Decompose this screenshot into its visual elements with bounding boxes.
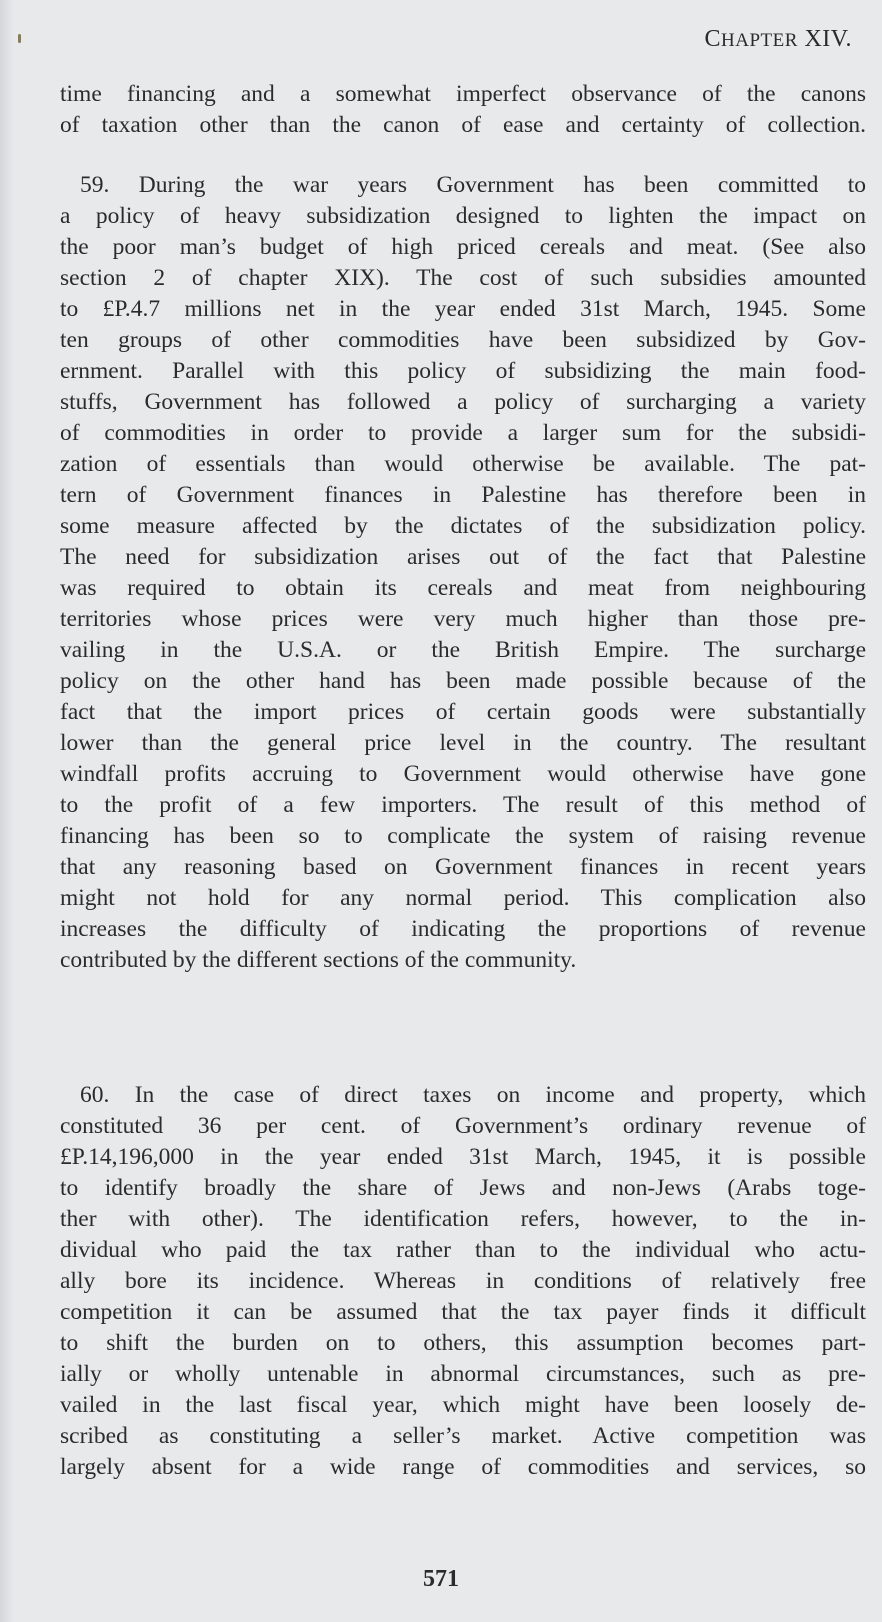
text-line: financing has been so to complicate the system of raising revenue [60,823,866,849]
text-line: to shift the burden on to others, this assumption becomes part- [60,1330,866,1356]
text-line: ally bore its incidence. Whereas in conditions of relatively free [60,1268,866,1294]
ink-mark [18,34,21,43]
text-line: The need for subsidization arises out of the fact that Palestine [60,544,866,570]
paragraph-59 [60,170,866,976]
text-line: was required to obtain its cereals and meat from neighbouring [60,575,866,601]
text-line: vailing in the U.S.A. or the British Empire. The surcharge [60,637,866,663]
scan-edge-shadow [0,0,14,1622]
text-line: to £P.4.7 millions net in the year ended 31st March, 1945. Some [60,296,866,322]
text-line: ernment. Parallel with this policy of subsidizing the main food- [60,358,866,384]
text-line: some measure affected by the dictates of the subsidization policy. [60,513,866,539]
text-line: increases the difficulty of indicating the proportions of revenue [60,916,866,942]
text-line: territories whose prices were very much higher than those pre- [60,606,866,632]
text-line: the poor man’s budget of high priced cereals and meat. (See also [60,234,866,260]
text-line: to identify broadly the share of Jews and non-Jews (Arabs toge- [60,1175,866,1201]
text-line: scribed as constituting a seller’s market. Active competition was [60,1423,866,1449]
text-line: contributed by the different sections of the community. [60,947,577,973]
text-line: fact that the import prices of certain goods were substantially [60,699,866,725]
text-line: stuffs, Government has followed a policy of surcharging a variety [60,389,866,415]
text-line: might not hold for any normal period. This complication also [60,885,866,911]
paragraph-continued [60,79,866,141]
text-line: ther with other). The identification refers, however, to the in- [60,1206,866,1232]
text-line: 60. In the case of direct taxes on income and property, which [80,1082,866,1108]
text-line: vailed in the last fiscal year, which might have been loosely de- [60,1392,866,1418]
text-line: that any reasoning based on Government finances in recent years [60,854,866,880]
text-line: £P.14,196,000 in the year ended 31st March, 1945, it is possible [60,1144,866,1170]
text-line: zation of essentials than would otherwise be available. The pat- [60,451,866,477]
text-line: lower than the general price level in the country. The resultant [60,730,866,756]
text-line: windfall profits accruing to Government would otherwise have gone [60,761,866,787]
text-line: time financing and a somewhat imperfect observance of the canons [60,81,866,107]
text-line: dividual who paid the tax rather than to the individual who actu- [60,1237,866,1263]
text-line: of taxation other than the canon of ease and certainty of collection. [60,112,866,138]
text-line: largely absent for a wide range of commodities and services, so [60,1454,866,1480]
header-initial: C [704,26,722,52]
text-line: competition it can be assumed that the tax payer finds it difficult [60,1299,866,1325]
text-line: 59. During the war years Government has been committed to [80,172,866,198]
text-line: to the profit of a few importers. The result of this method of [60,792,866,818]
paragraph-60 [60,1080,866,1483]
text-line: a policy of heavy subsidization designed to lighten the impact on [60,203,866,229]
text-line: policy on the other hand has been made possible because of the [60,668,866,694]
text-line: ially or wholly untenable in abnormal circumstances, such as pre- [60,1361,866,1387]
text-line: tern of Government finances in Palestine has therefore been in [60,482,866,508]
header-smallcaps: HAPTER [721,30,798,51]
text-line: ten groups of other commodities have been subsidized by Gov- [60,327,866,353]
header-chapter-number: XIV. [797,26,852,52]
text-line: constituted 36 per cent. of Government’s ordinary revenue of [60,1113,866,1139]
text-line: of commodities in order to provide a larger sum for the subsidi- [60,420,866,446]
text-line: section 2 of chapter XIX). The cost of such subsidies amounted [60,265,866,291]
page-number: 571 [423,1566,459,1592]
running-header [705,26,852,53]
